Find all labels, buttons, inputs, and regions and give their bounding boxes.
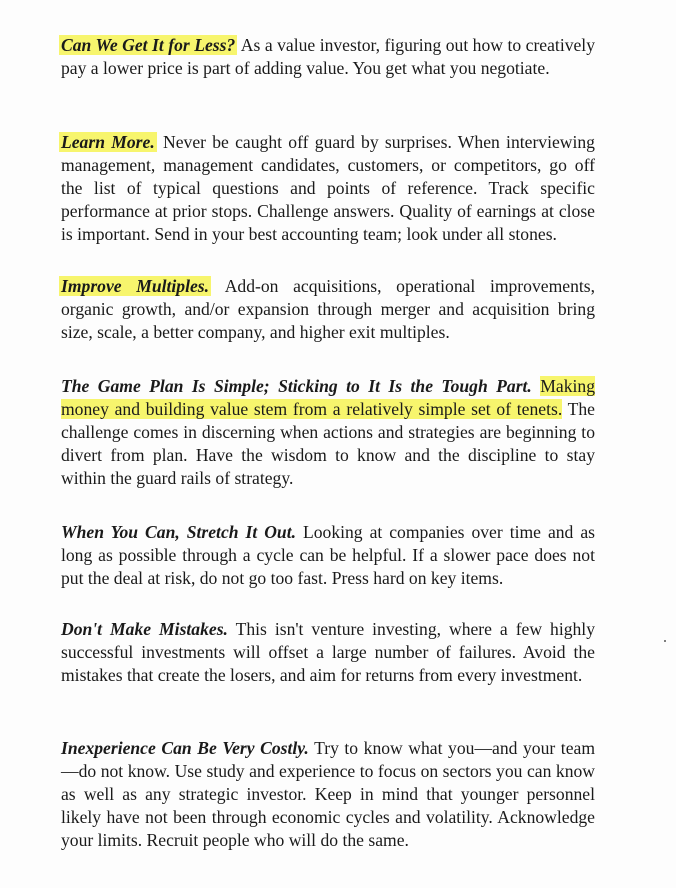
paragraph-heading: Learn More.: [61, 132, 155, 152]
paragraph-inexperience: [61, 737, 595, 852]
paragraph-dont-make-mistakes: [61, 618, 595, 687]
paragraph-body: Try to know what you—and your team—do not know. Use study and experience to focus on sectors you can know as well as any strategic investor. Keep in mind that younger personnel likely have not been through economic cycles and volatility. Acknowledge your limits. Recruit people who will do the same.: [61, 738, 595, 850]
paragraph-heading: Inexperience Can Be Very Costly.: [61, 738, 309, 758]
paragraph-heading: Don't Make Mistakes.: [61, 619, 228, 639]
paragraph-heading: The Game Plan Is Simple; Sticking to It Is the Tough Part.: [61, 376, 532, 396]
paragraph-heading: Can We Get It for Less?: [61, 35, 236, 55]
paragraph-body: Add-on acquisitions, operational improvements, organic growth, and/or expansion through merger and acquisition bring size, scale, a better company, and higher exit multiples.: [61, 276, 595, 342]
paragraph-body: Never be caught off guard by surprises. When interviewing management, management candidates, customers, or competitors, go off the list of typical questions and points of reference. Track specific performance at prior stops. Challenge answers. Quality of earnings at close is important. Send in your best accounting team; look under all stones.: [61, 132, 595, 244]
paragraph-body: Looking at companies over time and as long as possible through a cycle can be helpful. If a slower pace does not put the deal at risk, do not go too fast. Press hard on key items.: [61, 522, 595, 588]
paragraph-heading: When You Can, Stretch It Out.: [61, 522, 296, 542]
paragraph-learn-more: [61, 131, 595, 246]
paragraph-heading: Improve Multiples.: [61, 276, 210, 296]
paragraph-body: The challenge comes in discerning when actions and strategies are beginning to divert from plan. Have the wisdom to know and the discipline to stay within the guard rails of strategy.: [61, 399, 595, 488]
paragraph-game-plan: [61, 375, 595, 490]
paragraph-body: As a value investor, figuring out how to creatively pay a lower price is part of adding value. You get what you negotiate.: [61, 35, 595, 78]
paragraph-improve-multiples: [61, 275, 595, 344]
margin-mark: [664, 640, 666, 642]
highlighted-sentence: Making money and building value stem from a relatively simple set of tenets.: [61, 376, 596, 419]
paragraph-get-it-for-less: [61, 34, 595, 80]
paragraph-stretch-it-out: [61, 521, 595, 590]
paragraph-body: This isn't venture investing, where a few highly successful investments will offset a large number of failures. Avoid the mistakes that create the losers, and aim for returns from every investment.: [61, 619, 595, 685]
